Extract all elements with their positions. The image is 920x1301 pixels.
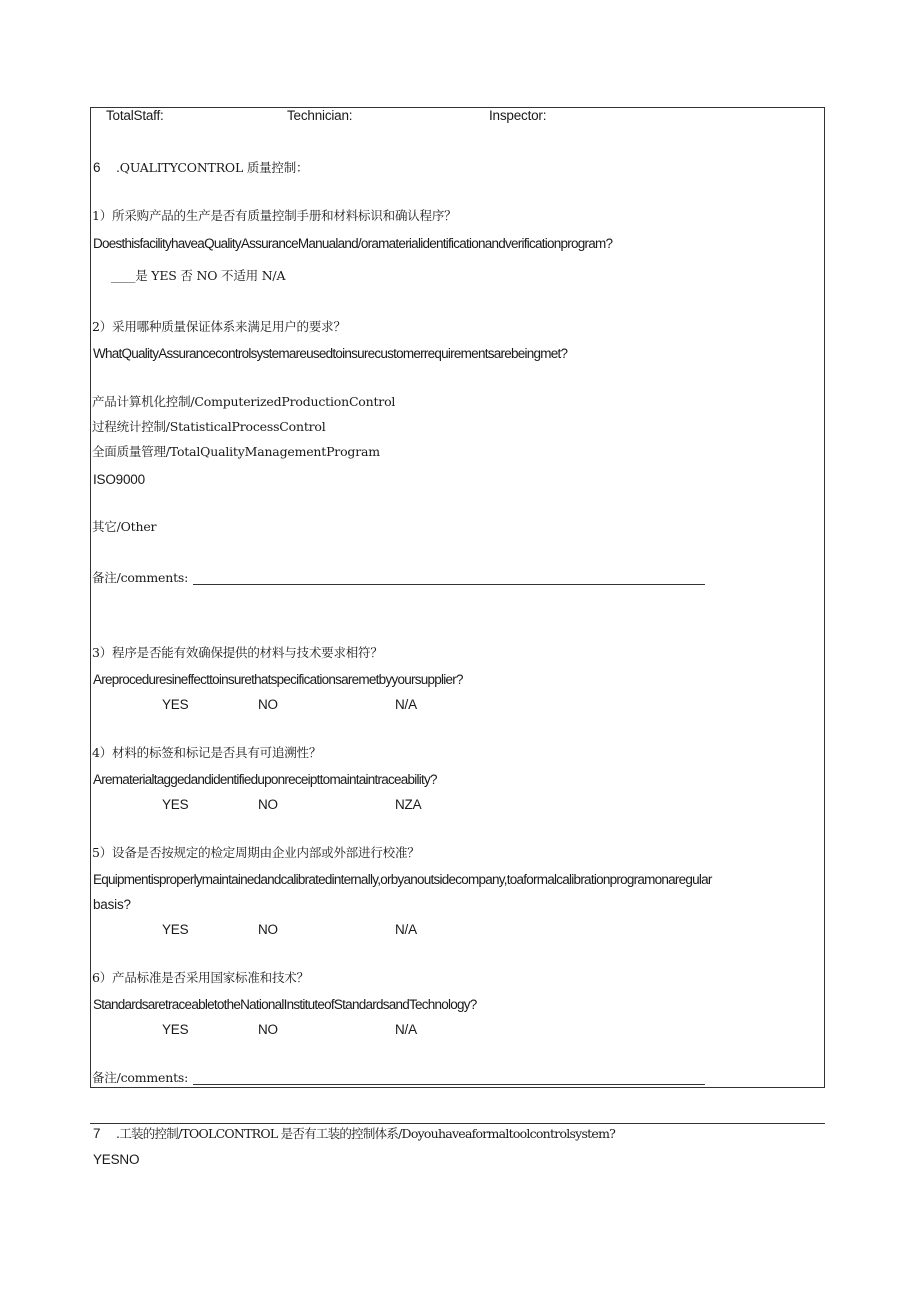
q2-comments-label: 备注/comments: <box>92 570 189 585</box>
q6-yes[interactable]: YES <box>162 1022 189 1037</box>
q3-question-zh: 3）程序是否能有效确保提供的材料与技术要求相符？ <box>92 645 383 660</box>
q4-question-en: Arematerialtaggedandidentifieduponreceipttomaintaintraceability? <box>93 772 437 787</box>
q3-no[interactable]: NO <box>258 697 278 712</box>
q5-question-zh: 5）设备是否按规定的检定周期由企业内部或外部进行校准？ <box>92 845 420 860</box>
section-7-answer: YESNO <box>93 1152 140 1167</box>
q5-question-en-line2: basis? <box>93 897 131 912</box>
q6-na[interactable]: N/A <box>395 1022 417 1037</box>
q3-yes[interactable]: YES <box>162 697 189 712</box>
q6-comments-line[interactable] <box>193 1084 705 1085</box>
q2-option-tqm: 全面质量管理/TotalQualityManagementProgram <box>92 444 380 459</box>
form-frame <box>90 107 825 1088</box>
q1-answer-options: ____是 YES 否 NO 不适用 N/A <box>111 268 286 283</box>
section-6-title: .QUALITYCONTROL 质量控制： <box>116 160 309 175</box>
q2-option-other: 其它/Other <box>92 519 157 534</box>
section-7-number: 7 <box>93 1126 101 1141</box>
total-staff-label: TotalStaff: <box>106 108 164 123</box>
q2-option-iso9000: ISO9000 <box>93 472 145 487</box>
q5-na[interactable]: N/A <box>395 922 417 937</box>
q6-question-zh: 6）产品标准是否采用国家标准和技术？ <box>92 970 309 985</box>
q5-yes[interactable]: YES <box>162 922 189 937</box>
q4-na[interactable]: NZA <box>395 797 422 812</box>
q1-question-en: DoesthisfacilityhaveaQualityAssuranceManualand/oramaterialidentificationandverificationprogram? <box>93 236 613 251</box>
section-6-number: 6 <box>93 160 101 175</box>
q4-question-zh: 4）材料的标签和标记是否具有可追溯性？ <box>92 745 322 760</box>
q6-comments-label: 备注/comments: <box>92 1070 189 1085</box>
section-7-divider <box>90 1123 825 1124</box>
q6-no[interactable]: NO <box>258 1022 278 1037</box>
technician-label: Technician: <box>287 108 353 123</box>
q6-question-en: StandardsaretraceabletotheNationalInstituteofStandardsandTechnology? <box>93 997 477 1012</box>
q2-option-statistical: 过程统计控制/StatisticalProcessControl <box>92 419 326 434</box>
q1-question-zh: 1）所采购产品的生产是否有质量控制手册和材料标识和确认程序？ <box>92 208 457 223</box>
q2-comments-line[interactable] <box>193 584 705 585</box>
q5-question-en-line1: Equipmentisproperlymaintainedandcalibratedinternally,orbyanoutsidecompany,toaformalcalibrationprogramonaregular <box>93 872 712 887</box>
q2-question-zh: 2）采用哪种质量保证体系来满足用户的要求？ <box>92 319 346 334</box>
inspector-label: Inspector: <box>489 108 547 123</box>
q2-option-computerized: 产品计算机化控制/ComputerizedProductionControl <box>92 394 396 409</box>
q5-no[interactable]: NO <box>258 922 278 937</box>
q4-no[interactable]: NO <box>258 797 278 812</box>
q2-question-en: WhatQualityAssurancecontrolsystemareusedtoinsurecustomerrequirementsarebeingmet? <box>93 346 568 361</box>
q3-question-en: Areproceduresineffecttoinsurethatspecificationsaremetbyyoursupplier? <box>93 672 463 687</box>
q4-yes[interactable]: YES <box>162 797 189 812</box>
section-7-title: .工装的控制/TOOLCONTROL 是否有工装的控制体系/Doyouhaveaformaltoolcontrolsystem? <box>116 1126 616 1141</box>
q3-na[interactable]: N/A <box>395 697 417 712</box>
